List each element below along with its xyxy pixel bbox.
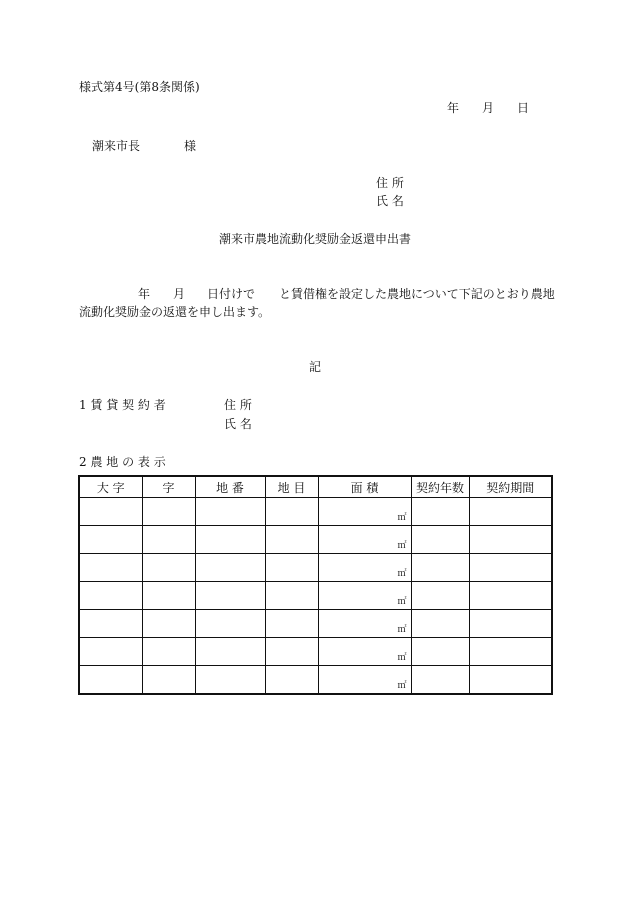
table-cell[interactable] — [469, 582, 552, 610]
table-cell[interactable] — [265, 554, 318, 582]
applicant-address-label: 住 所 — [376, 176, 404, 190]
table-cell[interactable] — [411, 666, 469, 695]
table-cell[interactable] — [265, 610, 318, 638]
document-title: 潮来市農地流動化奨励金返還申出書 — [218, 232, 411, 246]
column-header: 大 字 — [79, 476, 142, 498]
table-cell[interactable] — [79, 582, 142, 610]
table-cell[interactable] — [79, 526, 142, 554]
land-table — [78, 475, 553, 695]
form-number: 様式第4号(第8条関係) — [79, 80, 200, 94]
table-row — [79, 610, 552, 638]
lessor-address-label: 住 所 — [224, 398, 252, 412]
table-row — [79, 554, 552, 582]
table-cell[interactable] — [411, 610, 469, 638]
addressee-honorific: 様 — [184, 139, 197, 153]
table-cell[interactable] — [469, 498, 552, 526]
table-cell[interactable] — [265, 638, 318, 666]
column-header: 契約年数 — [411, 476, 469, 498]
table-cell[interactable] — [142, 610, 195, 638]
table-cell[interactable] — [469, 554, 552, 582]
table-cell[interactable] — [142, 498, 195, 526]
table-cell[interactable] — [79, 498, 142, 526]
table-row — [79, 582, 552, 610]
area-cell[interactable]: ㎡ — [318, 554, 411, 582]
body-rest: と賃借権を設定した農地について下記のとおり農地 — [279, 287, 555, 301]
area-cell[interactable]: ㎡ — [318, 526, 411, 554]
table-cell[interactable] — [195, 666, 265, 695]
column-header: 契約期間 — [469, 476, 552, 498]
table-cell[interactable] — [79, 610, 142, 638]
table-cell[interactable] — [142, 638, 195, 666]
table-body — [79, 498, 552, 695]
applicant-name-label: 氏 名 — [376, 194, 404, 208]
column-header: 字 — [142, 476, 195, 498]
date-day: 日 — [517, 101, 530, 115]
table-cell[interactable] — [265, 498, 318, 526]
body-line-2: 流動化奨励金の返還を申し出ます。 — [79, 305, 271, 319]
area-cell[interactable]: ㎡ — [318, 582, 411, 610]
column-header: 面 積 — [318, 476, 411, 498]
table-cell[interactable] — [411, 582, 469, 610]
table-cell[interactable] — [195, 610, 265, 638]
table-row — [79, 638, 552, 666]
date-year: 年 — [447, 101, 460, 115]
table-cell[interactable] — [79, 554, 142, 582]
body-day: 日付けで — [207, 287, 256, 301]
table-cell[interactable] — [469, 666, 552, 695]
addressee-name: 潮来市長 — [92, 139, 141, 153]
table-cell[interactable] — [411, 554, 469, 582]
area-cell[interactable]: ㎡ — [318, 610, 411, 638]
column-header: 地 番 — [195, 476, 265, 498]
table-cell[interactable] — [411, 638, 469, 666]
table-cell[interactable] — [142, 526, 195, 554]
table-cell[interactable] — [142, 554, 195, 582]
table-cell[interactable] — [265, 582, 318, 610]
table-row — [79, 666, 552, 695]
body-year: 年 — [138, 287, 151, 301]
table-cell[interactable] — [79, 638, 142, 666]
table-cell[interactable] — [265, 526, 318, 554]
table-cell[interactable] — [411, 498, 469, 526]
table-cell[interactable] — [195, 638, 265, 666]
area-cell[interactable]: ㎡ — [318, 638, 411, 666]
table-cell[interactable] — [469, 610, 552, 638]
table-row — [79, 498, 552, 526]
date-month: 月 — [482, 101, 495, 115]
table-cell[interactable] — [195, 582, 265, 610]
ki-heading: 記 — [308, 360, 321, 374]
table-cell[interactable] — [195, 526, 265, 554]
lessor-name-label: 氏 名 — [224, 417, 252, 431]
table-cell[interactable] — [79, 666, 142, 695]
table-cell[interactable] — [265, 666, 318, 695]
area-cell[interactable]: ㎡ — [318, 498, 411, 526]
table-cell[interactable] — [469, 638, 552, 666]
table-cell[interactable] — [411, 526, 469, 554]
table-cell[interactable] — [469, 526, 552, 554]
table-header-row — [79, 476, 552, 498]
table-cell[interactable] — [195, 498, 265, 526]
date-line — [447, 101, 529, 115]
body-month: 月 — [173, 287, 186, 301]
table-cell[interactable] — [142, 582, 195, 610]
section2-heading: 2 農 地 の 表 示 — [79, 455, 166, 469]
body-line-1 — [79, 287, 555, 301]
table-cell[interactable] — [195, 554, 265, 582]
table-cell[interactable] — [142, 666, 195, 695]
section1-heading: 1 賃 貸 契 約 者 — [79, 398, 166, 412]
area-cell[interactable]: ㎡ — [318, 666, 411, 695]
table-row — [79, 526, 552, 554]
column-header: 地 目 — [265, 476, 318, 498]
